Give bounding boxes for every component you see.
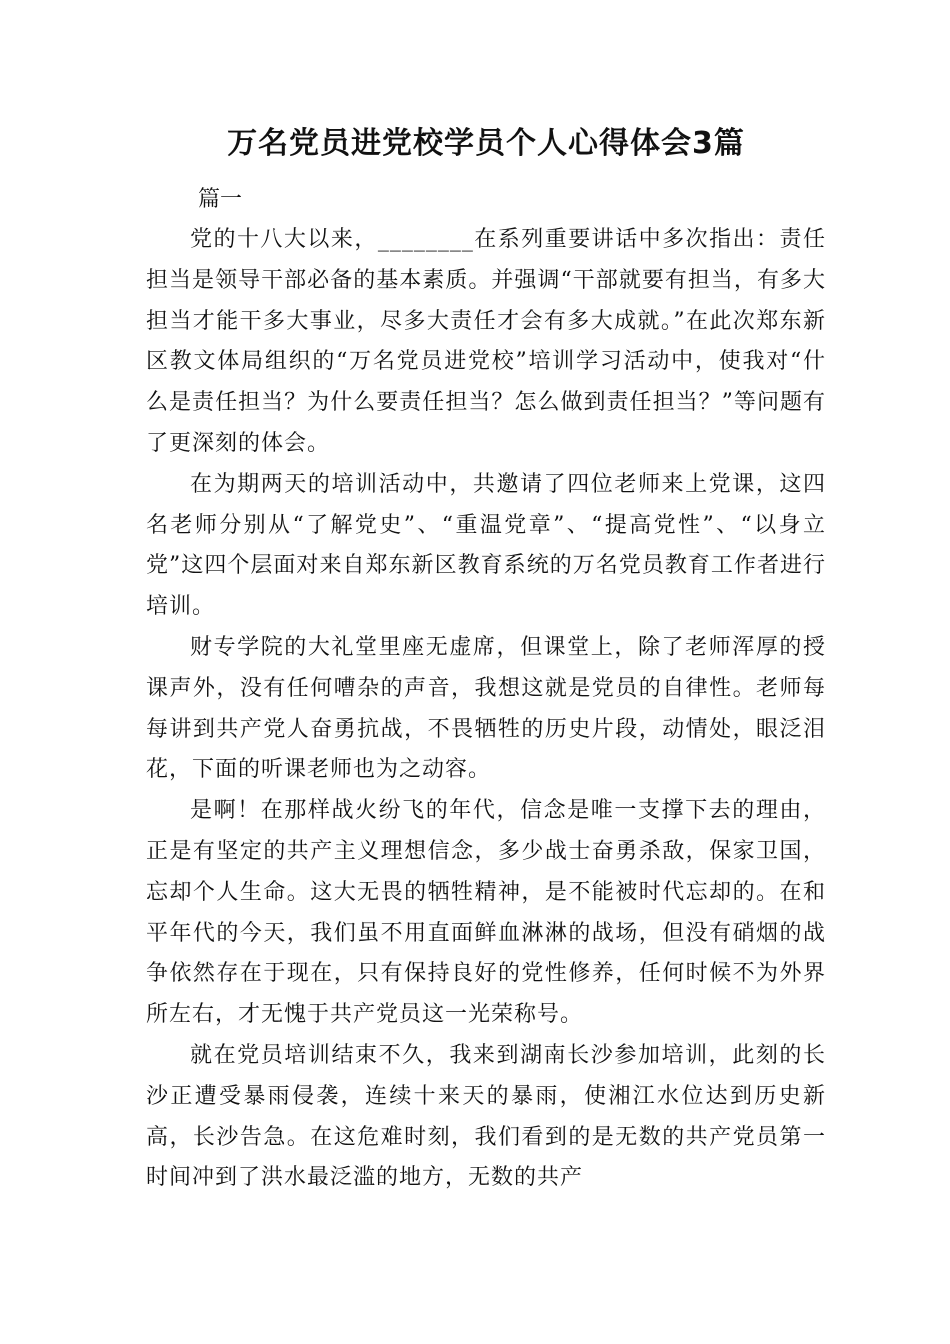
paragraph: 财专学院的大礼堂里座无虚席，但课堂上，除了老师浑厚的授课声外，没有任何嘈杂的声音，我想这就是党员的自律性。老师每每讲到共产党人奋勇抗战，不畏牺牲的历史片段，动情处，眼泛泪花，下面的听课老师也为之动容。 <box>146 634 826 783</box>
document-page <box>146 118 826 1199</box>
section-label: 篇一 <box>198 187 243 212</box>
paragraph: 在为期两天的培训活动中，共邀请了四位老师来上党课，这四名老师分别从“了解党史”、“重温党章”、“提高党性”、“以身立党”这四个层面对来自郑东新区教育系统的万名党员教育工作者进行培训。 <box>146 471 826 620</box>
document-title: 万名党员进党校学员个人心得体会3篇 <box>227 126 745 161</box>
paragraph: 党的十八大以来，________在系列重要讲话中多次指出：责任担当是领导干部必备的基本素质。并强调“干部就要有担当，有多大担当才能干多大事业，尽多大责任才会有多大成就。”在此次郑东新区教文体局组织的“万名党员进党校”培训学习活动中，使我对“什么是责任担当？为什么要责任担当？怎么做到责任担当？”等问题有了更深刻的体会。 <box>146 227 826 456</box>
paragraph: 是啊！在那样战火纷飞的年代，信念是唯一支撑下去的理由，正是有坚定的共产主义理想信念，多少战士奋勇杀敌，保家卫国，忘却个人生命。这大无畏的牺牲精神，是不能被时代忘却的。在和平年代的今天，我们虽不用直面鲜血淋淋的战场，但没有硝烟的战争依然存在于现在，只有保持良好的党性修养，任何时候不为外界所左右，才无愧于共产党员这一光荣称号。 <box>146 798 826 1028</box>
paragraph: 就在党员培训结束不久，我来到湖南长沙参加培训，此刻的长沙正遭受暴雨侵袭，连续十来天的暴雨，使湘江水位达到历史新高，长沙告急。在这危难时刻，我们看到的是无数的共产党员第一时间冲到了洪水最泛滥的地方，无数的共产 <box>146 1042 826 1191</box>
